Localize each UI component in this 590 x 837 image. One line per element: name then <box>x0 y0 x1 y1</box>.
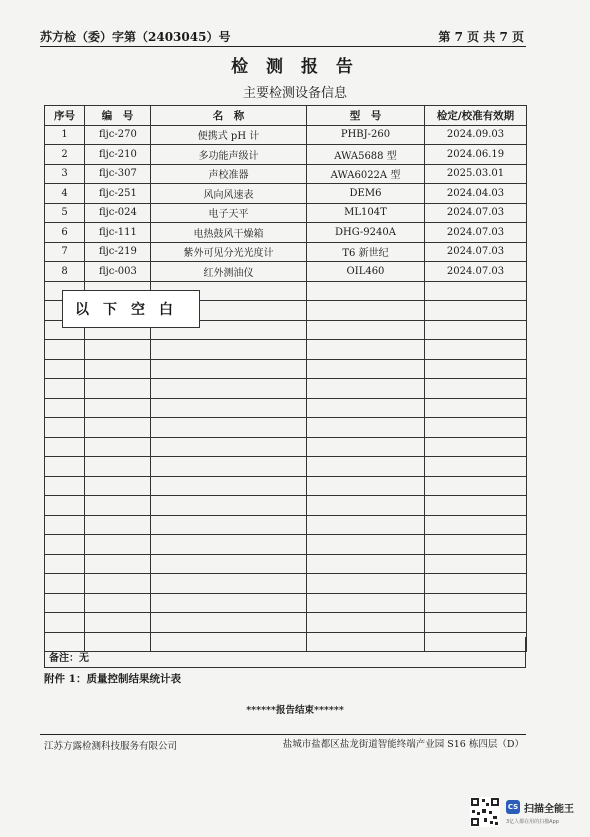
cell-code: fljc-219 <box>85 242 151 262</box>
cell-code: fljc-251 <box>85 184 151 204</box>
empty-cell <box>45 574 85 594</box>
empty-cell <box>85 574 151 594</box>
empty-cell <box>45 476 85 496</box>
cell-name: 紫外可见分光光度计 <box>151 242 307 262</box>
empty-cell <box>151 535 307 555</box>
empty-table-row <box>45 535 527 555</box>
table-row <box>45 203 527 223</box>
empty-cell <box>307 379 425 399</box>
column-header-model: 型 号 <box>307 106 425 126</box>
empty-table-row <box>45 554 527 574</box>
cell-valid: 2025.03.01 <box>425 164 527 184</box>
empty-cell <box>307 320 425 340</box>
cell-model: AWA5688 型 <box>307 145 425 165</box>
empty-cell <box>151 359 307 379</box>
header-rule <box>40 46 526 47</box>
empty-cell <box>85 398 151 418</box>
empty-cell <box>85 476 151 496</box>
empty-cell <box>307 398 425 418</box>
cell-name: 便携式 pH 计 <box>151 125 307 145</box>
qr-code-icon <box>470 797 500 827</box>
table-row <box>45 145 527 165</box>
empty-cell <box>425 496 527 516</box>
attachment-note: 附件 1：质量控制结果统计表 <box>44 673 181 685</box>
empty-cell <box>307 281 425 301</box>
empty-table-row <box>45 340 527 360</box>
cell-no: 3 <box>45 164 85 184</box>
empty-cell <box>151 515 307 535</box>
footer-rule <box>40 734 526 735</box>
empty-cell <box>425 340 527 360</box>
empty-table-row <box>45 593 527 613</box>
empty-cell <box>45 418 85 438</box>
empty-cell <box>307 476 425 496</box>
empty-cell <box>85 418 151 438</box>
empty-table-row <box>45 418 527 438</box>
cell-valid: 2024.07.03 <box>425 262 527 282</box>
empty-cell <box>151 457 307 477</box>
empty-cell <box>307 301 425 321</box>
empty-cell <box>425 515 527 535</box>
empty-cell <box>425 379 527 399</box>
empty-cell <box>425 554 527 574</box>
cell-name: 电热鼓风干燥箱 <box>151 223 307 243</box>
empty-cell <box>307 496 425 516</box>
empty-cell <box>151 496 307 516</box>
cell-valid: 2024.06.19 <box>425 145 527 165</box>
empty-cell <box>307 574 425 594</box>
empty-cell <box>151 398 307 418</box>
cell-no: 7 <box>45 242 85 262</box>
empty-cell <box>45 535 85 555</box>
cell-model: T6 新世纪 <box>307 242 425 262</box>
cell-model: AWA6022A 型 <box>307 164 425 184</box>
empty-cell <box>45 359 85 379</box>
cell-name: 风向风速表 <box>151 184 307 204</box>
empty-cell <box>85 340 151 360</box>
report-end-mark: ******报告结束****** <box>246 705 344 716</box>
cell-name: 电子天平 <box>151 203 307 223</box>
cell-name: 多功能声级计 <box>151 145 307 165</box>
empty-cell <box>307 613 425 633</box>
empty-cell <box>425 281 527 301</box>
empty-cell <box>425 613 527 633</box>
page-indicator: 第 7 页 共 7 页 <box>438 30 524 44</box>
table-row <box>45 184 527 204</box>
empty-cell <box>85 457 151 477</box>
cell-no: 4 <box>45 184 85 204</box>
cell-no: 2 <box>45 145 85 165</box>
empty-cell <box>425 398 527 418</box>
empty-cell <box>45 340 85 360</box>
empty-cell <box>151 574 307 594</box>
empty-table-row <box>45 613 527 633</box>
empty-cell <box>307 515 425 535</box>
cell-model: PHBJ-260 <box>307 125 425 145</box>
empty-cell <box>425 535 527 555</box>
empty-table-row <box>45 457 527 477</box>
empty-cell <box>151 554 307 574</box>
empty-cell <box>85 593 151 613</box>
cell-code: fljc-024 <box>85 203 151 223</box>
cell-no: 5 <box>45 203 85 223</box>
watermark-slogan: 3亿人都在用的扫描App <box>506 819 559 825</box>
column-header-no: 序号 <box>45 106 85 126</box>
footer-company: 江苏方露检测科技服务有限公司 <box>44 741 178 752</box>
cell-code: fljc-307 <box>85 164 151 184</box>
empty-table-row <box>45 437 527 457</box>
empty-cell <box>307 535 425 555</box>
empty-cell <box>307 340 425 360</box>
empty-cell <box>425 320 527 340</box>
watermark-app-name: 扫描全能王 <box>524 804 574 815</box>
empty-table-row <box>45 515 527 535</box>
empty-cell <box>85 379 151 399</box>
cell-no: 8 <box>45 262 85 282</box>
empty-cell <box>307 457 425 477</box>
empty-cell <box>45 613 85 633</box>
footer-address: 盐城市盐都区盐龙街道智能终端产业园 S16 栋四层（D） <box>282 739 524 750</box>
empty-cell <box>85 359 151 379</box>
empty-cell <box>45 554 85 574</box>
empty-cell <box>45 496 85 516</box>
table-row <box>45 125 527 145</box>
empty-cell <box>45 515 85 535</box>
empty-table-row <box>45 476 527 496</box>
empty-cell <box>151 418 307 438</box>
empty-cell <box>307 418 425 438</box>
table-row <box>45 262 527 282</box>
table-header-row <box>45 106 527 126</box>
table-row <box>45 164 527 184</box>
column-header-code: 编 号 <box>85 106 151 126</box>
remark-text: 备注：无 <box>49 653 89 664</box>
empty-table-row <box>45 574 527 594</box>
cell-valid: 2024.07.03 <box>425 223 527 243</box>
blank-below-note: 以下空白 <box>62 290 200 328</box>
cell-code: fljc-210 <box>85 145 151 165</box>
empty-cell <box>151 340 307 360</box>
report-title: 检 测 报 告 <box>231 57 359 77</box>
empty-cell <box>307 593 425 613</box>
cell-code: fljc-003 <box>85 262 151 282</box>
cell-valid: 2024.07.03 <box>425 242 527 262</box>
equipment-table <box>44 105 527 652</box>
empty-cell <box>425 359 527 379</box>
cell-model: ML104T <box>307 203 425 223</box>
empty-cell <box>85 515 151 535</box>
empty-cell <box>307 359 425 379</box>
cell-no: 6 <box>45 223 85 243</box>
cell-code: fljc-270 <box>85 125 151 145</box>
column-header-valid: 检定/校准有效期 <box>425 106 527 126</box>
column-header-name: 名 称 <box>151 106 307 126</box>
empty-cell <box>85 437 151 457</box>
empty-cell <box>307 554 425 574</box>
cell-valid: 2024.07.03 <box>425 203 527 223</box>
empty-cell <box>85 496 151 516</box>
camscanner-logo-icon: CS <box>506 800 520 814</box>
empty-cell <box>85 535 151 555</box>
empty-cell <box>151 613 307 633</box>
cell-valid: 2024.09.03 <box>425 125 527 145</box>
empty-cell <box>85 554 151 574</box>
empty-cell <box>425 301 527 321</box>
empty-cell <box>85 613 151 633</box>
table-row <box>45 223 527 243</box>
empty-cell <box>425 476 527 496</box>
empty-cell <box>425 593 527 613</box>
empty-cell <box>151 476 307 496</box>
empty-cell <box>307 437 425 457</box>
cell-code: fljc-111 <box>85 223 151 243</box>
empty-table-row <box>45 496 527 516</box>
empty-cell <box>151 437 307 457</box>
empty-table-row <box>45 379 527 399</box>
empty-cell <box>425 418 527 438</box>
empty-cell <box>45 379 85 399</box>
empty-cell <box>425 457 527 477</box>
cell-valid: 2024.04.03 <box>425 184 527 204</box>
remark-box <box>44 637 526 668</box>
cell-model: DEM6 <box>307 184 425 204</box>
empty-cell <box>151 379 307 399</box>
empty-cell <box>45 398 85 418</box>
empty-cell <box>45 437 85 457</box>
document-number: 苏方检（委）字第（2403045）号 <box>40 30 231 44</box>
cell-name: 红外测油仪 <box>151 262 307 282</box>
cell-name: 声校准器 <box>151 164 307 184</box>
empty-cell <box>151 593 307 613</box>
empty-table-row <box>45 398 527 418</box>
empty-cell <box>45 457 85 477</box>
empty-cell <box>425 574 527 594</box>
cell-no: 1 <box>45 125 85 145</box>
section-title: 主要检测设备信息 <box>242 86 347 101</box>
cell-model: DHG-9240A <box>307 223 425 243</box>
empty-cell <box>45 593 85 613</box>
cell-model: OIL460 <box>307 262 425 282</box>
empty-table-row <box>45 359 527 379</box>
table-row <box>45 242 527 262</box>
empty-cell <box>425 437 527 457</box>
